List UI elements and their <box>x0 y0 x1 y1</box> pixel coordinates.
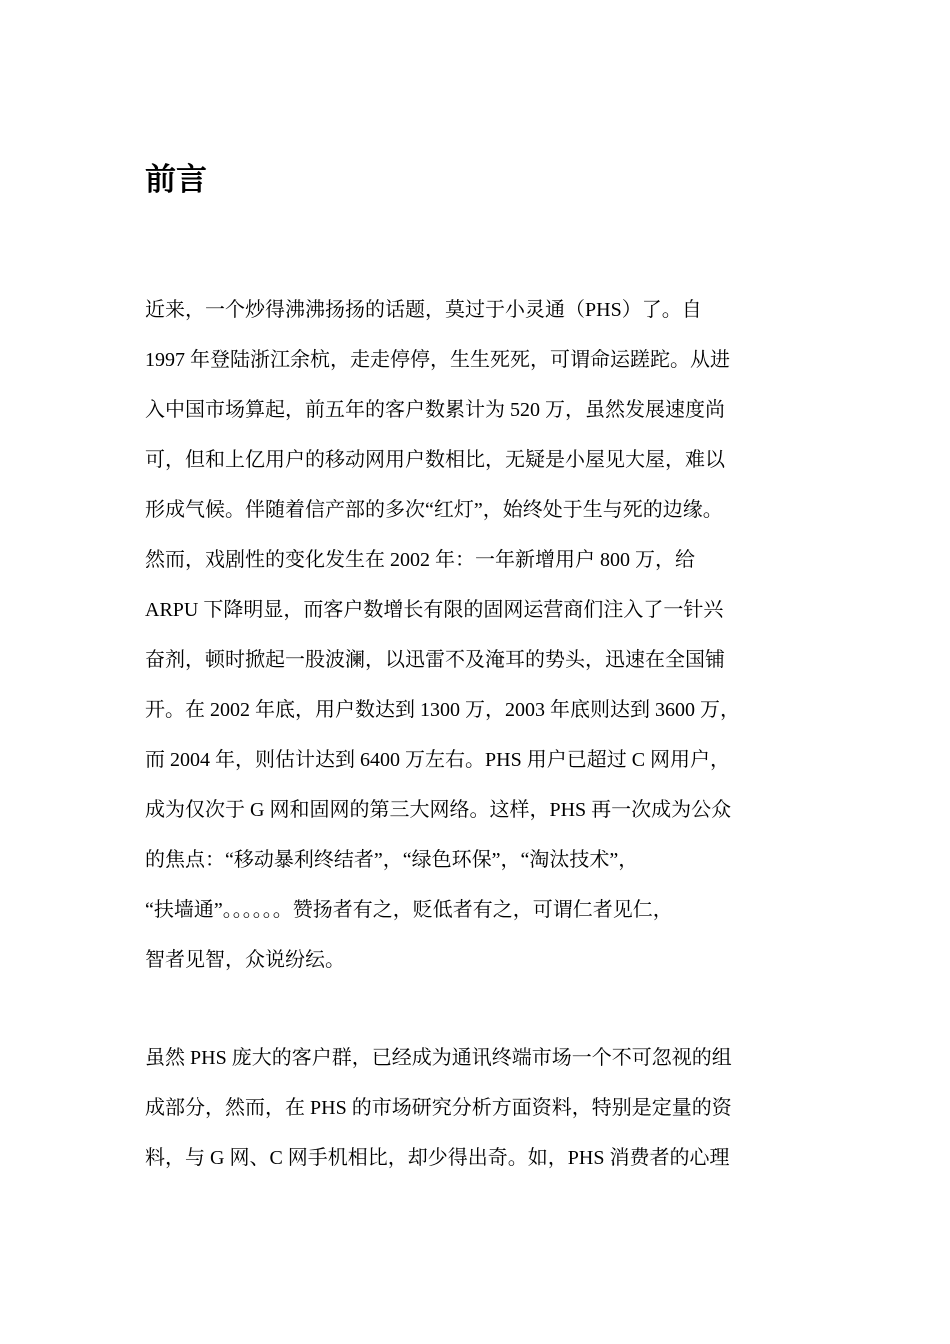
text-line: 可，但和上亿用户的移动网用户数相比，无疑是小屋见大屋，难以 <box>145 449 725 471</box>
text-line: 奋剂，顿时掀起一股波澜，以迅雷不及淹耳的势头，迅速在全国铺 <box>145 649 725 671</box>
text-line: ARPU 下降明显，而客户数增长有限的固网运营商们注入了一针兴 <box>145 599 724 621</box>
text-line: 成为仅次于 G 网和固网的第三大网络。这样，PHS 再一次成为公众 <box>145 799 732 821</box>
text-line: 成部分，然而，在 PHS 的市场研究分析方面资料，特别是定量的资 <box>145 1097 732 1119</box>
text-line: 的焦点：“移动暴利终结者”，“绿色环保”，“淘汰技术”， <box>145 849 639 871</box>
text-line: “扶墙通”。。。。。。赞扬者有之，贬低者有之，可谓仁者见仁， <box>145 899 673 921</box>
text-line: 近来，一个炒得沸沸扬扬的话题，莫过于小灵通（PHS）了。自 <box>145 299 702 321</box>
text-line: 而 2004 年，则估计达到 6400 万左右。PHS 用户已超过 C 网用户， <box>145 749 731 771</box>
text-line: 智者见智，众说纷纭。 <box>145 949 345 971</box>
page-title: 前言 <box>145 162 207 198</box>
text-line: 形成气候。伴随着信产部的多次“红灯”，始终处于生与死的边缘。 <box>145 499 723 521</box>
text-line: 入中国市场算起，前五年的客户数累计为 520 万，虽然发展速度尚 <box>145 399 725 421</box>
text-line: 1997 年登陆浙江余杭，走走停停，生生死死，可谓命运蹉跎。从进 <box>145 349 730 371</box>
text-line: 虽然 PHS 庞大的客户群，已经成为通讯终端市场一个不可忽视的组 <box>145 1047 732 1069</box>
text-line: 料，与 G 网、C 网手机相比，却少得出奇。如，PHS 消费者的心理 <box>145 1147 730 1169</box>
text-line: 然而，戏剧性的变化发生在 2002 年：一年新增用户 800 万，给 <box>145 549 695 571</box>
text-line: 开。在 2002 年底，用户数达到 1300 万，2003 年底则达到 3600 万， <box>145 699 740 721</box>
